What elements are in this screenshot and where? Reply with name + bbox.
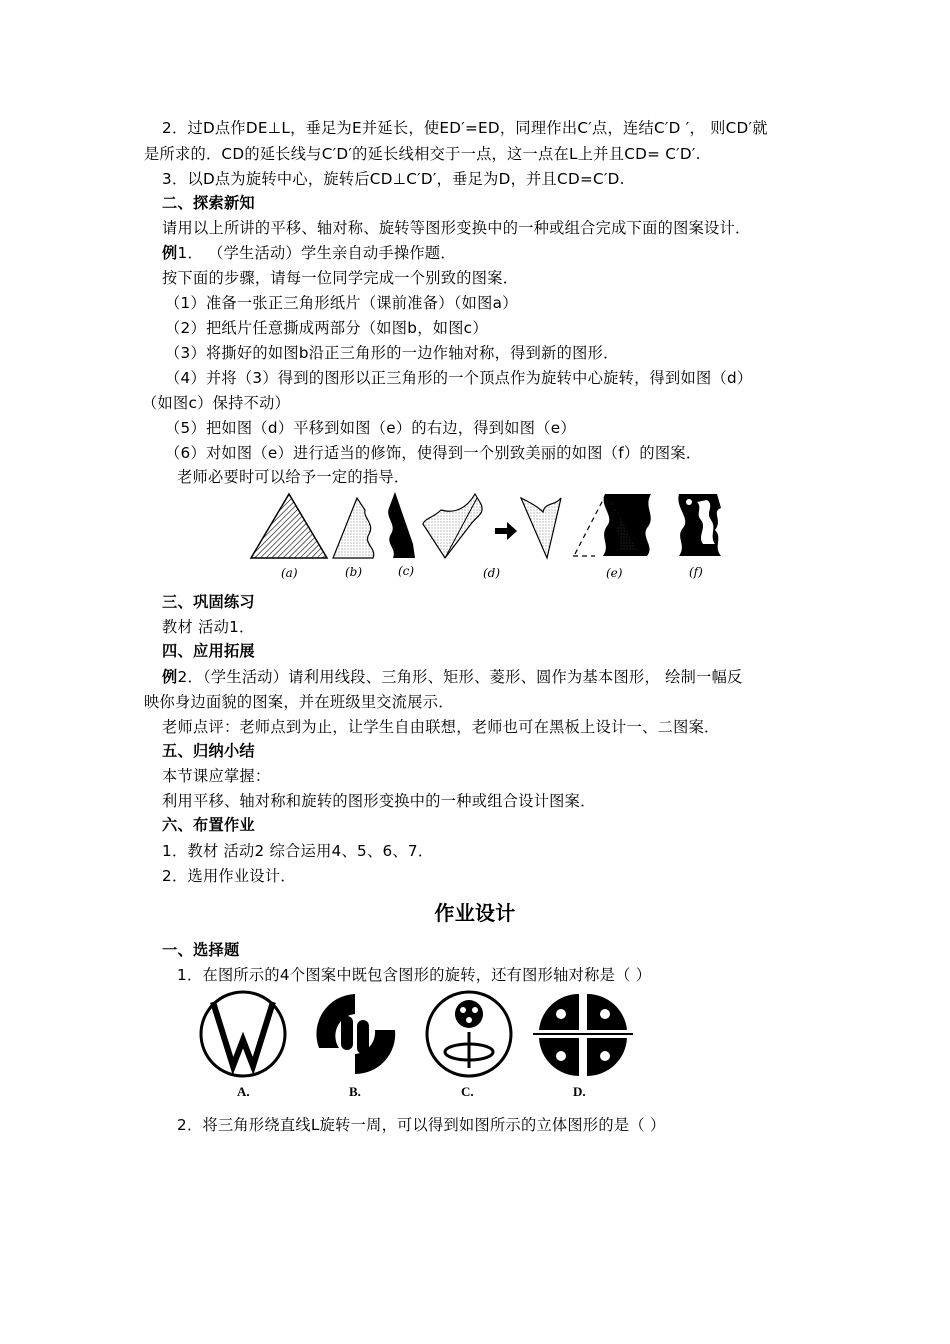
caption-e: (e): [606, 566, 623, 580]
steps-intro: 按下面的步骤，请每一位同学完成一个别致的图案．: [162, 269, 519, 287]
caption-d: (d): [483, 566, 501, 580]
practice-text: 教材 活动1．: [162, 618, 255, 636]
summary-line2: 利用平移、轴对称和旋转的图形变换中的一种或组合设计图案．: [162, 792, 596, 810]
summary-line1: 本节课应掌握：: [162, 767, 271, 785]
step-5: （5）把如图（d）平移到如图（e）的右边，得到如图（e）: [165, 419, 576, 437]
figure-b-piece: [333, 498, 374, 558]
heading-practice: 三、巩固练习: [162, 593, 255, 611]
choice-c-label: C.: [461, 1084, 474, 1099]
caption-c: (c): [398, 564, 415, 578]
figure-d-shape: [423, 494, 482, 558]
question-2: 2．将三角形绕直线L旋转一周，可以得到如图所示的立体图形的是（ ）: [177, 1116, 666, 1134]
intro-text: 请用以上所讲的平移、轴对称、旋转等图形变换中的一种或组合完成下面的图案设计．: [162, 219, 751, 237]
paragraph-step2-line1: 2．过D点作DE⊥L，垂足为E并延长，使ED′=ED，同理作出C′点，连结C′D ′， 则CD′就: [162, 119, 768, 137]
step-2: （2）把纸片任意撕成两部分（如图b，如图c）: [165, 319, 488, 337]
step-6: （6）对如图（e）进行适当的修饰，使得到一个别致美丽的如图（f）的图案．: [165, 444, 702, 462]
example2-text: 2．（学生活动）请利用线段、三角形、矩形、菱形、圆作为基本图形， 绘制一幅反: [177, 668, 743, 686]
homework-1: 1．教材 活动2 综合运用4、5、6、7．: [162, 842, 434, 860]
paragraph-step2-line2: 是所求的．CD的延长线与C′D′的延长线相交于一点，这一点在L上并且CD= C′D′.: [144, 145, 701, 163]
step-4-line1: （4）并将（3）得到的图形以正三角形的一个顶点作为旋转中心旋转，得到如图（d）: [165, 369, 753, 387]
example1: [162, 243, 456, 263]
figure-c-piece: [388, 492, 415, 558]
step-4-line2: （如图c）保持不动）: [142, 394, 291, 412]
example2-line2: 映你身边面貌的图案，并在班级里交流展示．: [144, 693, 454, 711]
homework-2: 2．选用作业设计．: [162, 867, 296, 885]
choice-b-label: B.: [349, 1084, 361, 1099]
figure-a-triangle: [251, 494, 327, 558]
example1-label: 例: [162, 244, 178, 262]
caption-a: (a): [281, 566, 298, 580]
heading-homework: 六、布置作业: [162, 816, 255, 834]
section-title: 作业设计: [434, 901, 516, 925]
question-1: 1．在图所示的4个图案中既包含图形的旋转，还有图形轴对称是（ ）: [177, 966, 652, 984]
figure-choices: [195, 990, 645, 1105]
arrow-icon: [495, 522, 517, 540]
teacher-guidance: 老师必要时可以给予一定的指导．: [177, 468, 410, 486]
choice-a-label: A.: [237, 1084, 250, 1099]
figure-rotated-piece: [521, 498, 561, 558]
teacher-comment: 老师点评：老师点到为止，让学生自由联想，老师也可在黑板上设计一、二图案．: [162, 718, 720, 736]
step-3: （3）将撕好的如图b沿正三角形的一边作轴对称，得到新的图形．: [165, 344, 619, 362]
heading-extension: 四、应用拓展: [162, 642, 255, 660]
figure-design-steps: [245, 488, 735, 583]
caption-b: (b): [345, 565, 363, 579]
example2-line1: [162, 667, 743, 687]
heading-summary: 五、归纳小结: [162, 742, 255, 760]
caption-f: (f): [689, 565, 703, 579]
example2-label: 例: [162, 668, 178, 686]
example1-text: 1． （学生活动）学生亲自动手操作题．: [177, 244, 456, 262]
step-1: （1）准备一张正三角形纸片（课前准备）（如图a）: [165, 294, 518, 312]
choice-c-pattern: [455, 1000, 483, 1028]
heading-choice-questions: 一、选择题: [162, 941, 240, 959]
heading-explore: 二、探索新知: [162, 194, 255, 212]
paragraph-step3: 3．以D点为旋转中心，旋转后CD⊥C′D′，垂足为D，并且CD=C′D.: [162, 170, 625, 188]
choice-d-label: D.: [573, 1084, 586, 1099]
